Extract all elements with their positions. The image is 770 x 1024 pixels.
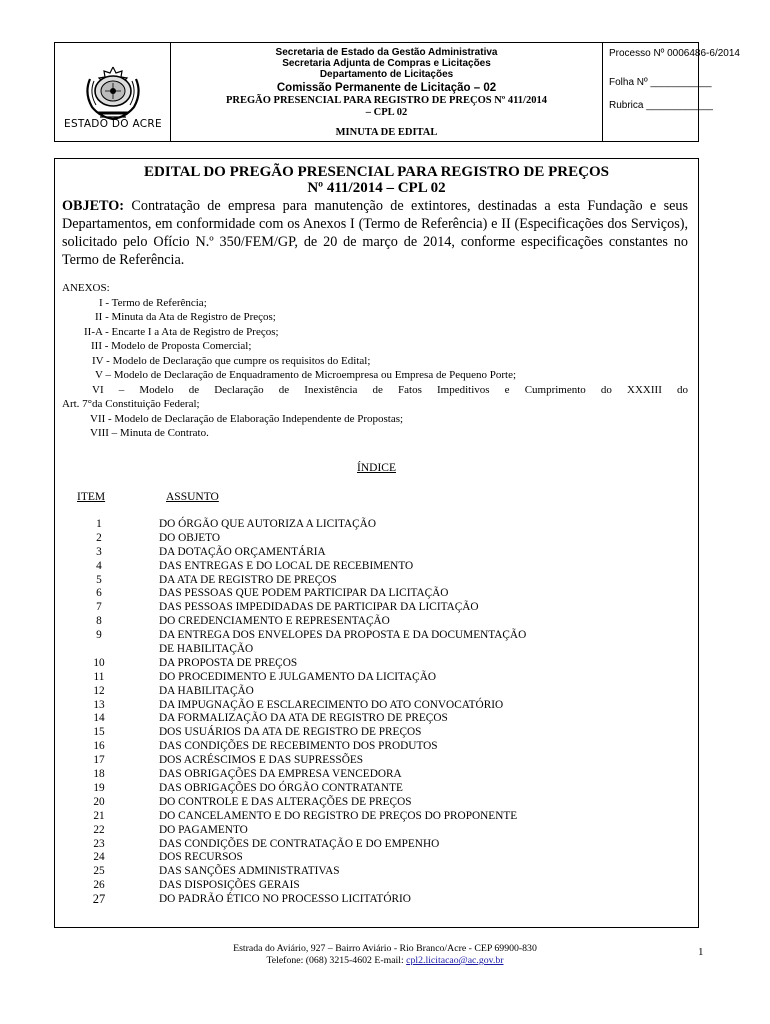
- item-number: 4: [96, 559, 102, 572]
- item-subject: DO OBJETO: [159, 531, 220, 544]
- item-subject-continuation: DE HABILITAÇÃO: [159, 643, 254, 656]
- item-number: 2: [96, 531, 102, 544]
- item-number: 12: [93, 684, 105, 697]
- table-row: [55, 671, 695, 685]
- rubrica-field: Rubrica ____________: [609, 100, 713, 111]
- secretaria-name: Secretaria de Estado da Gestão Administrativa: [275, 47, 498, 58]
- table-row: [55, 824, 695, 838]
- item-number: 10: [93, 656, 105, 669]
- anexo-item-continuation: Art. 7°da Constituição Federal;: [62, 398, 200, 410]
- objeto-text: Contratação de empresa para manutenção de extintores, destinadas a esta Fundação e seus Departamentos, em conformidade com os Anexos I (Termo de Referência) e II (Especificações dos Serviços), solicitado pelo Ofício N.º 350/FEM/GP, de 20 de março de 2014, conforme especificações constantes no Termo de Referência.: [62, 198, 688, 268]
- minuta-label: MINUTA DE EDITAL: [335, 127, 438, 138]
- indice-table: [55, 518, 695, 907]
- anexo-item: VI – Modelo de Declaração de Inexistência de Fatos Impeditivos e Cumprimento do XXXIII do: [92, 383, 688, 396]
- header-seal-cell: [55, 43, 171, 141]
- anexo-item: VIII – Minuta de Contrato.: [90, 427, 209, 439]
- edital-title-line1: EDITAL DO PREGÃO PRESENCIAL PARA REGISTRO DE PREÇOS: [144, 164, 609, 180]
- table-row: [55, 574, 695, 588]
- item-subject: DOS RECURSOS: [159, 851, 243, 864]
- item-number: 8: [96, 615, 102, 628]
- item-subject: DO PROCEDIMENTO E JULGAMENTO DA LICITAÇÃO: [159, 670, 437, 683]
- anexo-item: III - Modelo de Proposta Comercial;: [91, 340, 252, 352]
- item-subject: DA DOTAÇÃO ORÇAMENTÁRIA: [159, 545, 326, 558]
- edital-title: [55, 164, 698, 196]
- item-number: 1: [96, 518, 102, 530]
- indice-col-item: ITEM: [77, 491, 106, 503]
- edital-title-line2: Nº 411/2014 – CPL 02: [307, 180, 446, 196]
- item-number: 17: [93, 754, 105, 767]
- item-number: 3: [96, 545, 102, 558]
- item-subject: DAS DISPOSIÇÕES GERAIS: [159, 879, 300, 892]
- table-row: [55, 879, 695, 893]
- departamento-name: Departamento de Licitações: [319, 69, 454, 80]
- anexo-item: II-A - Encarte I a Ata de Registro de Preços;: [84, 325, 279, 338]
- item-number: 21: [93, 809, 105, 822]
- estado-label: ESTADO DO ACRE: [64, 118, 162, 130]
- anexo-item: II - Minuta da Ata de Registro de Preços;: [95, 311, 276, 323]
- item-number: 14: [93, 712, 105, 725]
- item-number: 5: [96, 573, 102, 586]
- table-row: [55, 601, 695, 615]
- item-subject: DA FORMALIZAÇÃO DA ATA DE REGISTRO DE PREÇOS: [159, 712, 448, 725]
- item-subject: DOS USUÁRIOS DA ATA DE REGISTRO DE PREÇOS: [159, 726, 422, 739]
- item-subject: DO CREDENCIAMENTO E REPRESENTAÇÃO: [159, 615, 390, 628]
- table-row: [55, 810, 695, 824]
- table-row: [55, 754, 695, 768]
- item-number: 18: [93, 768, 105, 781]
- item-subject: DA IMPUGNAÇÃO E ESCLARECIMENTO DO ATO CONVOCATÓRIO: [159, 698, 504, 711]
- footer-contact: [0, 955, 770, 967]
- page-footer: [0, 943, 770, 967]
- processo-number: Processo Nº 0006486-6/2014: [609, 48, 740, 59]
- table-row: [55, 893, 695, 907]
- item-subject: DO PAGAMENTO: [159, 823, 248, 836]
- table-row: [55, 657, 695, 671]
- table-row: [55, 699, 695, 713]
- table-row: [55, 685, 695, 699]
- comissao-name: Comissão Permanente de Licitação – 02: [276, 82, 497, 94]
- table-row: [55, 796, 695, 810]
- header-title-cell: [171, 43, 603, 141]
- edital-body: [54, 158, 699, 928]
- item-subject: DAS SANÇÕES ADMINISTRATIVAS: [159, 865, 340, 878]
- table-row: [55, 712, 695, 726]
- table-row: [55, 629, 695, 657]
- item-subject: DAS PESSOAS QUE PODEM PARTICIPAR DA LICITAÇÃO: [159, 587, 449, 600]
- pregao-line2: – CPL 02: [365, 107, 408, 118]
- item-number: 13: [93, 698, 105, 711]
- header-process-cell: [603, 43, 740, 141]
- item-number: 23: [93, 837, 105, 850]
- item-number: 20: [93, 795, 105, 808]
- pregao-line1: PREGÃO PRESENCIAL PARA REGISTRO DE PREÇOS Nº 411/2014: [226, 95, 547, 106]
- item-subject: DO CANCELAMENTO E DO REGISTRO DE PREÇOS DO PROPONENTE: [159, 809, 518, 822]
- item-subject: DA ENTREGA DOS ENVELOPES DA PROPOSTA E DA DOCUMENTAÇÃO: [159, 629, 527, 642]
- table-row: [55, 560, 695, 574]
- table-row: [55, 546, 695, 560]
- table-row: [55, 518, 695, 532]
- item-subject: DO CONTROLE E DAS ALTERAÇÕES DE PREÇOS: [159, 795, 412, 808]
- item-number: 27: [92, 892, 106, 907]
- item-subject: DAS OBRIGAÇÕES DO ÓRGÃO CONTRATANTE: [159, 781, 403, 794]
- footer-phone: Telefone: (068) 3215-4602 E-mail:: [266, 955, 407, 966]
- table-row: [55, 851, 695, 865]
- folha-field: Folha Nº ___________: [609, 77, 712, 88]
- table-row: [55, 782, 695, 796]
- item-number: 15: [93, 726, 105, 739]
- table-row: [55, 532, 695, 546]
- item-subject: DO PADRÃO ÉTICO NO PROCESSO LICITATÓRIO: [159, 893, 411, 906]
- table-row: [55, 726, 695, 740]
- document-header: [54, 42, 740, 142]
- item-subject: DA HABILITAÇÃO: [159, 684, 254, 697]
- item-subject: DAS PESSOAS IMPEDIDADAS DE PARTICIPAR DA LICITAÇÃO: [159, 601, 479, 614]
- item-number: 7: [96, 601, 102, 614]
- table-row: [55, 740, 695, 754]
- item-subject: DAS OBRIGAÇÕES DA EMPRESA VENCEDORA: [159, 768, 402, 781]
- item-subject: DOS ACRÉSCIMOS E DAS SUPRESSÕES: [159, 754, 364, 767]
- item-subject: DO ÓRGÃO QUE AUTORIZA A LICITAÇÃO: [159, 518, 376, 530]
- item-subject: DAS CONDIÇÕES DE RECEBIMENTO DOS PRODUTOS: [159, 740, 438, 753]
- objeto-label: OBJETO:: [62, 198, 125, 214]
- anexo-item: IV - Modelo de Declaração que cumpre os requisitos do Edital;: [92, 354, 371, 367]
- anexo-item: VII - Modelo de Declaração de Elaboração Independente de Propostas;: [90, 412, 404, 425]
- anexo-item: I - Termo de Referência;: [99, 296, 207, 309]
- footer-email-link[interactable]: cpl2.licitacao@ac.gov.br: [406, 955, 504, 966]
- item-number: 22: [93, 823, 105, 836]
- item-subject: DA ATA DE REGISTRO DE PREÇOS: [159, 573, 337, 586]
- secretaria-adjunta-name: Secretaria Adjunta de Compras e Licitações: [282, 58, 491, 69]
- indice-heading: ÍNDICE: [357, 462, 396, 474]
- item-number: 9: [96, 629, 102, 642]
- item-number: 19: [93, 781, 105, 794]
- table-row: [55, 768, 695, 782]
- item-number: 26: [93, 879, 105, 892]
- page-number: 1: [698, 946, 704, 958]
- table-row: [55, 587, 695, 601]
- item-subject: DA PROPOSTA DE PREÇOS: [159, 656, 298, 669]
- item-number: 11: [93, 670, 105, 683]
- table-row: [55, 838, 695, 852]
- table-row: [55, 615, 695, 629]
- anexos-heading: ANEXOS:: [62, 282, 110, 294]
- item-subject: DAS CONDIÇÕES DE CONTRATAÇÃO E DO EMPENHO: [159, 837, 440, 850]
- anexo-item: V – Modelo de Declaração de Enquadramento de Microempresa ou Empresa de Pequeno Porte;: [95, 369, 517, 381]
- table-row: [55, 865, 695, 879]
- item-number: 16: [93, 740, 105, 753]
- anexos-list: [62, 281, 688, 441]
- item-subject: DAS ENTREGAS E DO LOCAL DE RECEBIMENTO: [159, 559, 414, 572]
- item-number: 25: [93, 865, 105, 878]
- indice-col-assunto: ASSUNTO: [166, 491, 219, 503]
- footer-address: Estrada do Aviário, 927 – Bairro Aviário - Rio Branco/Acre - CEP 69900-830: [233, 943, 537, 954]
- objeto-paragraph: [62, 197, 688, 269]
- item-number: 24: [93, 851, 105, 864]
- item-number: 6: [96, 587, 102, 600]
